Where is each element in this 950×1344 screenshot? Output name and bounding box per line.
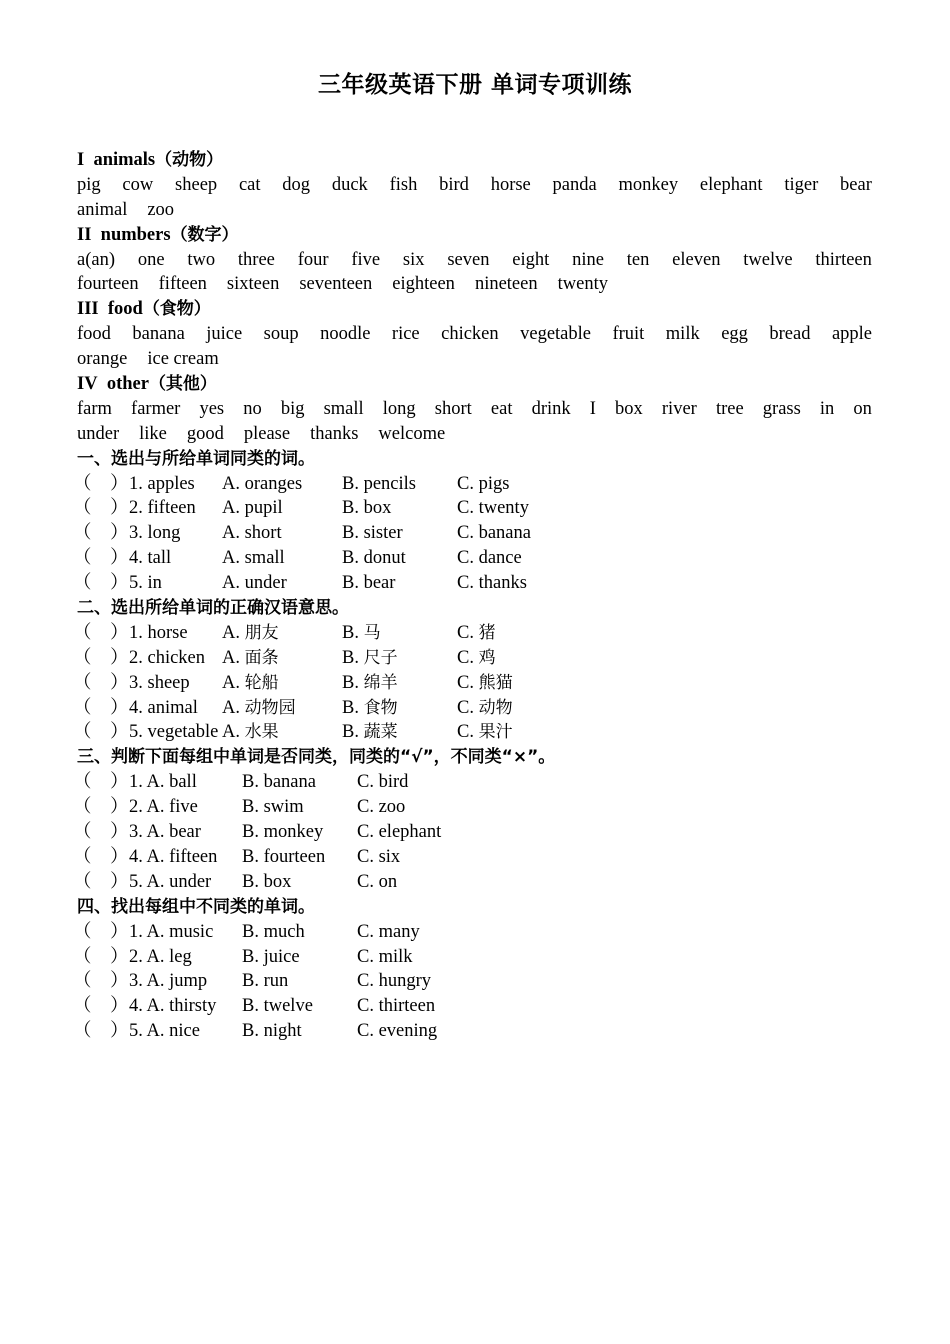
vocab-word: food xyxy=(77,324,111,345)
question-row xyxy=(73,472,872,497)
question-word: 4. A. fifteen xyxy=(129,846,218,867)
vocab-name: numbers xyxy=(100,224,171,245)
option: B. monkey xyxy=(242,822,324,843)
question-row xyxy=(73,820,872,845)
vocab-word: seven xyxy=(447,249,490,270)
question-word: 5. A. nice xyxy=(129,1021,200,1042)
vocab-word: grass xyxy=(762,398,801,419)
vocab-word: ice cream xyxy=(147,349,219,370)
question-row xyxy=(73,1019,872,1044)
option: B. run xyxy=(242,971,289,992)
vocab-cn: （食物） xyxy=(142,299,211,320)
vocab-word-row xyxy=(77,422,872,447)
vocab-word: elephant xyxy=(699,174,763,195)
vocab-word: noodle xyxy=(320,324,371,345)
option-chinese: 果汁 xyxy=(478,722,513,743)
vocab-word-row xyxy=(77,248,872,273)
option: C. thanks xyxy=(457,573,527,594)
question-row xyxy=(73,571,872,596)
vocab-word: twelve xyxy=(743,249,793,270)
option-chinese: 蔬菜 xyxy=(363,722,398,743)
vocab-cn: （动物） xyxy=(155,150,224,170)
vocab-roman: III xyxy=(77,299,99,320)
option: A. 水果 xyxy=(222,722,279,743)
vocab-heading xyxy=(77,372,872,397)
vocab-roman: IV xyxy=(77,374,98,395)
option: A. pupil xyxy=(222,498,283,519)
option: A. 朋友 xyxy=(222,622,279,643)
vocab-word: tree xyxy=(715,398,744,419)
question-word: 1. A. ball xyxy=(129,772,197,793)
vocab-word-row xyxy=(77,397,872,422)
option: B. 食物 xyxy=(342,697,398,718)
answer-blank: （ ） xyxy=(73,622,129,643)
option: B. much xyxy=(242,921,305,942)
question-word: 2. fifteen xyxy=(129,498,196,519)
option: C. bird xyxy=(357,772,409,793)
vocab-word: on xyxy=(853,398,872,419)
vocab-word: chicken xyxy=(441,324,499,345)
vocab-word: please xyxy=(243,423,291,444)
question-word: 2. A. leg xyxy=(129,946,192,967)
vocab-word: juice xyxy=(206,324,243,345)
vocab-word: orange xyxy=(77,349,128,370)
question-row xyxy=(73,945,872,970)
option-chinese: 朋友 xyxy=(244,622,279,643)
option: A. short xyxy=(222,523,282,544)
vocab-name: other xyxy=(106,374,149,395)
exercise-title: 一、选出与所给单词同类的词。 xyxy=(77,448,315,469)
question-row xyxy=(73,770,872,795)
option: C. 熊猫 xyxy=(457,672,513,693)
option-chinese: 马 xyxy=(363,622,381,643)
option: A. 面条 xyxy=(222,647,279,668)
option: C. twenty xyxy=(457,498,529,519)
option: B. twelve xyxy=(242,996,313,1017)
vocab-word: two xyxy=(187,249,216,270)
question-row xyxy=(73,546,872,571)
option: B. night xyxy=(242,1021,302,1042)
answer-blank: （ ） xyxy=(73,672,129,693)
answer-blank: （ ） xyxy=(73,871,129,892)
vocab-word: I xyxy=(589,398,596,419)
page-title: 三年级英语下册 单词专项训练 xyxy=(317,72,632,98)
vocab-word: welcome xyxy=(378,423,446,444)
option: C. thirteen xyxy=(357,996,436,1017)
option-chinese: 轮船 xyxy=(244,672,279,693)
option: B. fourteen xyxy=(242,846,326,867)
answer-blank: （ ） xyxy=(73,921,129,942)
vocab-roman: II xyxy=(77,224,92,245)
vocab-word: fruit xyxy=(612,324,645,345)
question-row xyxy=(73,969,872,994)
option: C. banana xyxy=(457,523,531,544)
question-row xyxy=(73,496,872,521)
answer-blank: （ ） xyxy=(73,548,129,569)
option: B. swim xyxy=(242,797,304,818)
option: B. donut xyxy=(342,548,406,569)
vocab-word: no xyxy=(243,398,262,419)
vocab-name: animals xyxy=(93,150,156,170)
answer-blank: （ ） xyxy=(73,971,129,992)
option: C. on xyxy=(357,871,398,892)
vocab-word: good xyxy=(186,423,224,444)
question-row xyxy=(73,621,872,646)
vocab-name: food xyxy=(107,299,143,320)
vocab-word: eighteen xyxy=(392,274,455,295)
vocab-word: six xyxy=(402,249,425,270)
answer-blank: （ ） xyxy=(73,697,129,718)
vocab-word: animal xyxy=(77,199,128,220)
vocab-word: nine xyxy=(572,249,604,270)
option: C. 动物 xyxy=(457,697,513,718)
vocab-cn: （其他） xyxy=(148,374,217,395)
option-chinese: 熊猫 xyxy=(478,672,513,693)
vocab-word: duck xyxy=(331,174,368,195)
option: C. milk xyxy=(357,946,413,967)
question-row xyxy=(73,521,872,546)
option: B. sister xyxy=(342,523,403,544)
vocab-word: fourteen xyxy=(77,274,139,295)
vocab-word: sheep xyxy=(175,174,218,195)
answer-blank: （ ） xyxy=(73,473,129,494)
vocab-word-row xyxy=(77,272,872,297)
vocab-word: twenty xyxy=(557,274,608,295)
vocab-word: eight xyxy=(512,249,550,270)
vocab-word: fish xyxy=(389,174,418,195)
option: B. 绵羊 xyxy=(342,672,398,693)
vocab-word-row xyxy=(77,173,872,198)
question-word: 3. A. jump xyxy=(129,971,208,992)
question-word: 1. apples xyxy=(129,473,195,494)
vocab-heading xyxy=(77,297,872,322)
vocab-word: dog xyxy=(282,174,311,195)
vocab-word: soup xyxy=(263,324,299,345)
vocab-word: thirteen xyxy=(815,249,872,270)
vocab-word: rice xyxy=(391,324,420,345)
vocab-word: bird xyxy=(439,174,469,195)
answer-blank: （ ） xyxy=(73,772,129,793)
option-chinese: 鸡 xyxy=(478,647,496,668)
answer-blank: （ ） xyxy=(73,1021,129,1042)
question-row xyxy=(73,696,872,721)
vocab-heading xyxy=(77,148,872,173)
option: C. 鸡 xyxy=(457,647,496,668)
vocab-word: five xyxy=(351,249,381,270)
vocab-word: a(an) xyxy=(77,249,115,270)
vocab-word: banana xyxy=(132,324,185,345)
option: B. 马 xyxy=(342,622,381,643)
question-row xyxy=(73,994,872,1019)
answer-blank: （ ） xyxy=(73,996,129,1017)
question-row xyxy=(73,845,872,870)
vocab-word: one xyxy=(137,249,165,270)
vocab-word: bear xyxy=(840,174,872,195)
option: B. pencils xyxy=(342,473,416,494)
vocab-word: river xyxy=(661,398,697,419)
vocab-word: box xyxy=(615,398,643,419)
option-chinese: 动物 xyxy=(478,697,513,718)
vocab-word: drink xyxy=(531,398,571,419)
vocab-word: horse xyxy=(490,174,531,195)
vocab-word: eat xyxy=(490,398,513,419)
vocab-word-row xyxy=(77,322,872,347)
vocab-word: long xyxy=(382,398,416,419)
question-row xyxy=(73,671,872,696)
option: C. evening xyxy=(357,1021,438,1042)
question-word: 2. chicken xyxy=(129,647,206,668)
option: C. many xyxy=(357,921,420,942)
answer-blank: （ ） xyxy=(73,846,129,867)
option: C. dance xyxy=(457,548,522,569)
vocab-word: seventeen xyxy=(299,274,373,295)
vocab-word: farmer xyxy=(131,398,181,419)
document-body xyxy=(73,148,872,1044)
vocab-word: nineteen xyxy=(474,274,538,295)
option: A. 轮船 xyxy=(222,672,279,693)
option-chinese: 食物 xyxy=(363,697,398,718)
option: B. juice xyxy=(242,946,300,967)
question-word: 4. animal xyxy=(129,697,198,718)
question-word: 2. A. five xyxy=(129,797,198,818)
option-chinese: 尺子 xyxy=(363,647,398,668)
vocab-heading xyxy=(77,223,872,248)
vocab-word: yes xyxy=(199,398,225,419)
vocab-word: four xyxy=(297,249,329,270)
exercise-title: 二、选出所给单词的正确汉语意思。 xyxy=(77,598,349,619)
option: C. zoo xyxy=(357,797,406,818)
vocab-word: milk xyxy=(665,324,700,345)
question-word: 5. vegetable xyxy=(129,722,219,743)
vocab-roman: I xyxy=(77,150,85,170)
vocab-word: pig xyxy=(77,174,101,195)
vocab-word: ten xyxy=(626,249,650,270)
vocab-word: eleven xyxy=(672,249,721,270)
option: B. box xyxy=(342,498,392,519)
answer-blank: （ ） xyxy=(73,722,129,743)
exercise-title: 四、找出每组中不同类的单词。 xyxy=(77,896,315,917)
vocab-word: monkey xyxy=(618,174,679,195)
vocab-word-row xyxy=(77,198,872,223)
vocab-word: short xyxy=(434,398,472,419)
vocab-word: cat xyxy=(238,174,261,195)
vocab-word: small xyxy=(323,398,364,419)
option: C. pigs xyxy=(457,473,510,494)
option-chinese: 猪 xyxy=(478,622,496,643)
answer-blank: （ ） xyxy=(73,797,129,818)
option: C. six xyxy=(357,846,401,867)
question-word: 1. horse xyxy=(129,622,188,643)
question-word: 3. sheep xyxy=(129,672,190,693)
vocab-word: apple xyxy=(831,324,872,345)
option: A. 动物园 xyxy=(222,697,296,718)
question-row xyxy=(73,646,872,671)
option: C. elephant xyxy=(357,822,442,843)
vocab-word-row xyxy=(77,347,872,372)
vocab-word: zoo xyxy=(147,199,175,220)
answer-blank: （ ） xyxy=(73,647,129,668)
option: B. banana xyxy=(242,772,316,793)
vocab-word: vegetable xyxy=(520,324,591,345)
option-chinese: 动物园 xyxy=(244,697,296,718)
vocab-word: in xyxy=(819,398,835,419)
question-word: 5. A. under xyxy=(129,871,212,892)
option-chinese: 面条 xyxy=(244,647,279,668)
option: A. small xyxy=(222,548,285,569)
question-word: 3. long xyxy=(129,523,181,544)
question-word: 4. A. thirsty xyxy=(129,996,217,1017)
vocab-cn: （数字） xyxy=(170,224,239,245)
question-row xyxy=(73,920,872,945)
vocab-word: egg xyxy=(721,324,748,345)
question-word: 4. tall xyxy=(129,548,172,569)
exercise-title: 三、判断下面每组中单词是否同类，同类的“√”，不同类“×”。 xyxy=(77,747,556,768)
vocab-word: farm xyxy=(77,398,112,419)
vocab-word: like xyxy=(139,423,167,444)
vocab-word: panda xyxy=(552,174,597,195)
question-word: 1. A. music xyxy=(129,921,214,942)
question-row xyxy=(73,795,872,820)
answer-blank: （ ） xyxy=(73,946,129,967)
option: B. bear xyxy=(342,573,396,594)
answer-blank: （ ） xyxy=(73,498,129,519)
question-row xyxy=(73,720,872,745)
vocab-word: bread xyxy=(769,324,811,345)
question-row xyxy=(73,870,872,895)
question-word: 5. in xyxy=(129,573,162,594)
option: C. hungry xyxy=(357,971,431,992)
option: B. 尺子 xyxy=(342,647,398,668)
option: A. oranges xyxy=(222,473,303,494)
option: B. box xyxy=(242,871,292,892)
vocab-word: sixteen xyxy=(226,274,280,295)
option-chinese: 绵羊 xyxy=(363,672,398,693)
option: C. 果汁 xyxy=(457,722,513,743)
answer-blank: （ ） xyxy=(73,573,129,594)
vocab-word: fifteen xyxy=(158,274,207,295)
answer-blank: （ ） xyxy=(73,523,129,544)
option: A. under xyxy=(222,573,287,594)
answer-blank: （ ） xyxy=(73,822,129,843)
vocab-word: three xyxy=(237,249,275,270)
vocab-word: tiger xyxy=(784,174,819,195)
option-chinese: 水果 xyxy=(244,722,279,743)
question-word: 3. A. bear xyxy=(129,822,201,843)
option: B. 蔬菜 xyxy=(342,722,398,743)
vocab-word: big xyxy=(280,398,305,419)
vocab-word: thanks xyxy=(310,423,359,444)
vocab-word: under xyxy=(77,423,120,444)
option: C. 猪 xyxy=(457,622,496,643)
vocab-word: cow xyxy=(122,174,154,195)
